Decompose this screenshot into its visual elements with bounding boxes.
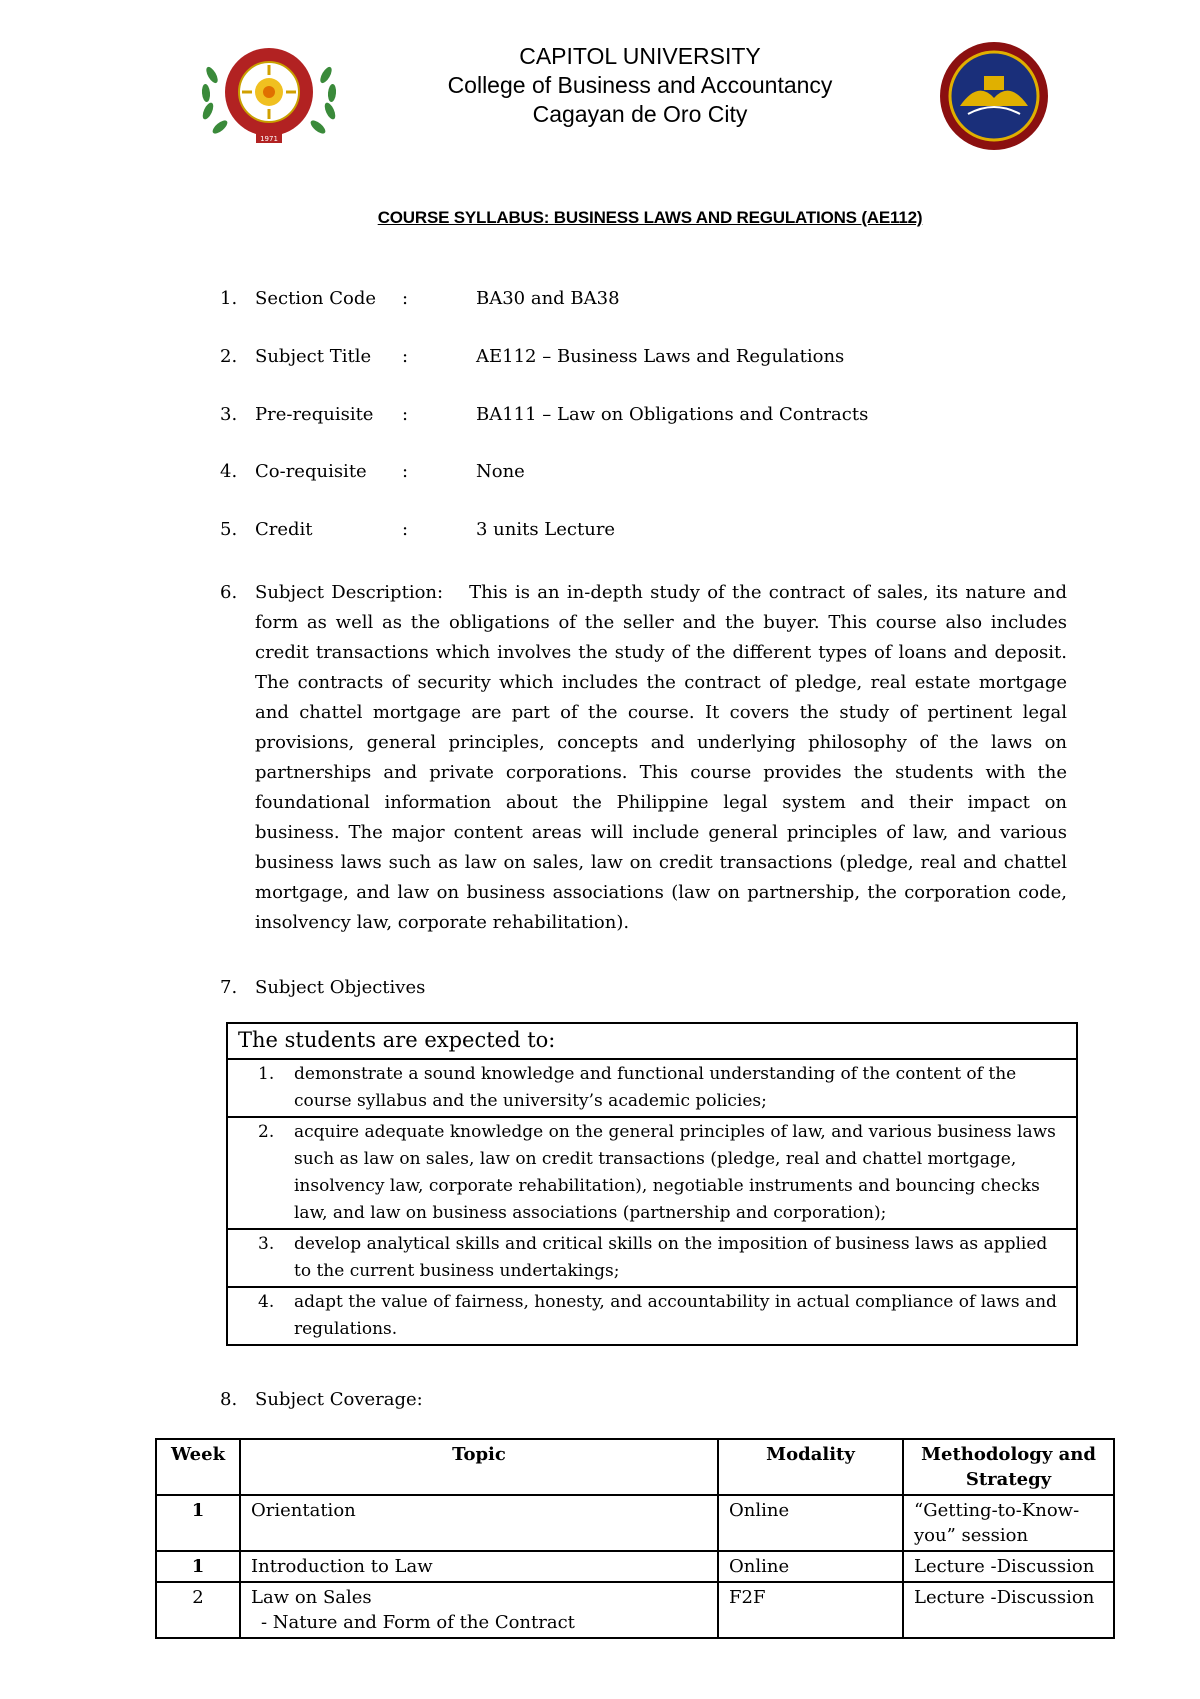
- modality-cell: F2F: [718, 1582, 903, 1638]
- method-cell: Lecture -Discussion: [903, 1551, 1114, 1582]
- seal-year: 1971: [260, 135, 278, 143]
- modality-cell: Online: [718, 1551, 903, 1582]
- header-week: Week: [156, 1439, 240, 1495]
- university-name: CAPITOL UNIVERSITY: [519, 43, 761, 69]
- description-text: This is an in-depth study of the contract of sales, its nature and form as well as the obligations of the seller and the buyer. This course also includes credit transactions which involves the study of the different types of loans and deposit. The contracts of security which includes the contract of pledge, real estate mortgage and chattel mortgage are part of the course. It covers the study of pertinent legal provisions, general principles, concepts and underlying philosophy of the laws on partnerships and private corporations. This course provides the students with the foundational information about the Philippine legal system and their impact on business. The major content areas will include general principles of law, and various business laws such as law on sales, law on credit transactions (pledge, real and chattel mortgage, and law on business associations (law on partnership, the corporation code, insolvency law, corporate rehabilitation).: [255, 582, 1067, 933]
- coverage-table: [155, 1438, 1115, 1639]
- info-label: Credit: [255, 519, 313, 540]
- objective-number: 1.: [258, 1064, 275, 1084]
- capitol-university-seal-logo: [198, 45, 340, 145]
- info-number: 5.: [220, 519, 238, 540]
- week-cell: 1: [156, 1551, 240, 1582]
- header-topic: Topic: [240, 1439, 718, 1495]
- info-colon: :: [402, 519, 409, 540]
- info-label: Subject Title: [255, 346, 372, 367]
- topic-cell: Orientation: [240, 1495, 718, 1551]
- info-value: None: [476, 461, 525, 482]
- college-seal-logo: [938, 40, 1050, 152]
- header-methodology: Methodology and Strategy: [903, 1439, 1114, 1495]
- city-name: Cagayan de Oro City: [532, 101, 748, 127]
- objective-item: [228, 1060, 1076, 1118]
- coverage-number: 8.: [220, 1389, 238, 1410]
- info-number: 2.: [220, 346, 238, 367]
- topic-title: Law on Sales: [251, 1587, 372, 1608]
- description-label: Subject Description:: [255, 582, 444, 603]
- objectives-table: [226, 1022, 1078, 1346]
- info-colon: :: [402, 288, 409, 309]
- week-cell: 1: [156, 1495, 240, 1551]
- description-body: [255, 578, 1067, 938]
- objective-text: demonstrate a sound knowledge and functional understanding of the content of the course syllabus and the university’s academic policies;: [294, 1064, 1017, 1111]
- info-value: BA30 and BA38: [476, 288, 620, 309]
- info-colon: :: [402, 404, 409, 425]
- info-number: 1.: [220, 288, 238, 309]
- info-colon: :: [402, 346, 409, 367]
- info-colon: :: [402, 461, 409, 482]
- objective-text: develop analytical skills and critical skills on the imposition of business laws as applied to the current business undertakings;: [294, 1234, 1048, 1281]
- description-number: 6.: [220, 582, 238, 603]
- objectives-number: 7.: [220, 977, 238, 998]
- university-heading: [340, 42, 940, 129]
- objectives-intro: The students are expected to:: [228, 1024, 1076, 1060]
- objective-number: 3.: [258, 1234, 275, 1254]
- info-label: Section Code: [255, 288, 376, 309]
- objective-item: [228, 1288, 1076, 1344]
- modality-cell: Online: [718, 1495, 903, 1551]
- objective-item: [228, 1118, 1076, 1230]
- coverage-header-row: [156, 1439, 1114, 1495]
- coverage-label: Subject Coverage:: [255, 1389, 423, 1410]
- info-number: 4.: [220, 461, 238, 482]
- info-label: Pre-requisite: [255, 404, 374, 425]
- method-cell: Lecture -Discussion: [903, 1582, 1114, 1638]
- objective-number: 2.: [258, 1122, 275, 1142]
- header-modality: Modality: [718, 1439, 903, 1495]
- topic-subitem: - Nature and Form of the Contract: [261, 1612, 575, 1633]
- table-row: [156, 1495, 1114, 1551]
- info-value: BA111 – Law on Obligations and Contracts: [476, 404, 869, 425]
- objective-text: adapt the value of fairness, honesty, and accountability in actual compliance of laws and regulations.: [294, 1292, 1057, 1339]
- syllabus-title: COURSE SYLLABUS: BUSINESS LAWS AND REGULATIONS (AE112): [377, 208, 923, 227]
- objective-number: 4.: [258, 1292, 275, 1312]
- table-row: [156, 1551, 1114, 1582]
- objectives-label: Subject Objectives: [255, 977, 426, 998]
- info-label: Co-requisite: [255, 461, 367, 482]
- info-value: 3 units Lecture: [476, 519, 616, 540]
- info-number: 3.: [220, 404, 238, 425]
- topic-cell: [240, 1582, 718, 1638]
- objective-text: acquire adequate knowledge on the general principles of law, and various business laws such as law on sales, law on credit transactions (pledge, real and chattel mortgage, insolvency law, corporate rehabilitation), negotiable instruments and bouncing checks law, and law on business associations (partnership and corporation);: [294, 1122, 1056, 1223]
- topic-cell: Introduction to Law: [240, 1551, 718, 1582]
- method-cell: “Getting-to-Know-you” session: [903, 1495, 1114, 1551]
- college-name: College of Business and Accountancy: [447, 72, 833, 98]
- info-value: AE112 – Business Laws and Regulations: [476, 346, 845, 367]
- week-cell: 2: [156, 1582, 240, 1638]
- table-row: [156, 1582, 1114, 1638]
- objective-item: [228, 1230, 1076, 1288]
